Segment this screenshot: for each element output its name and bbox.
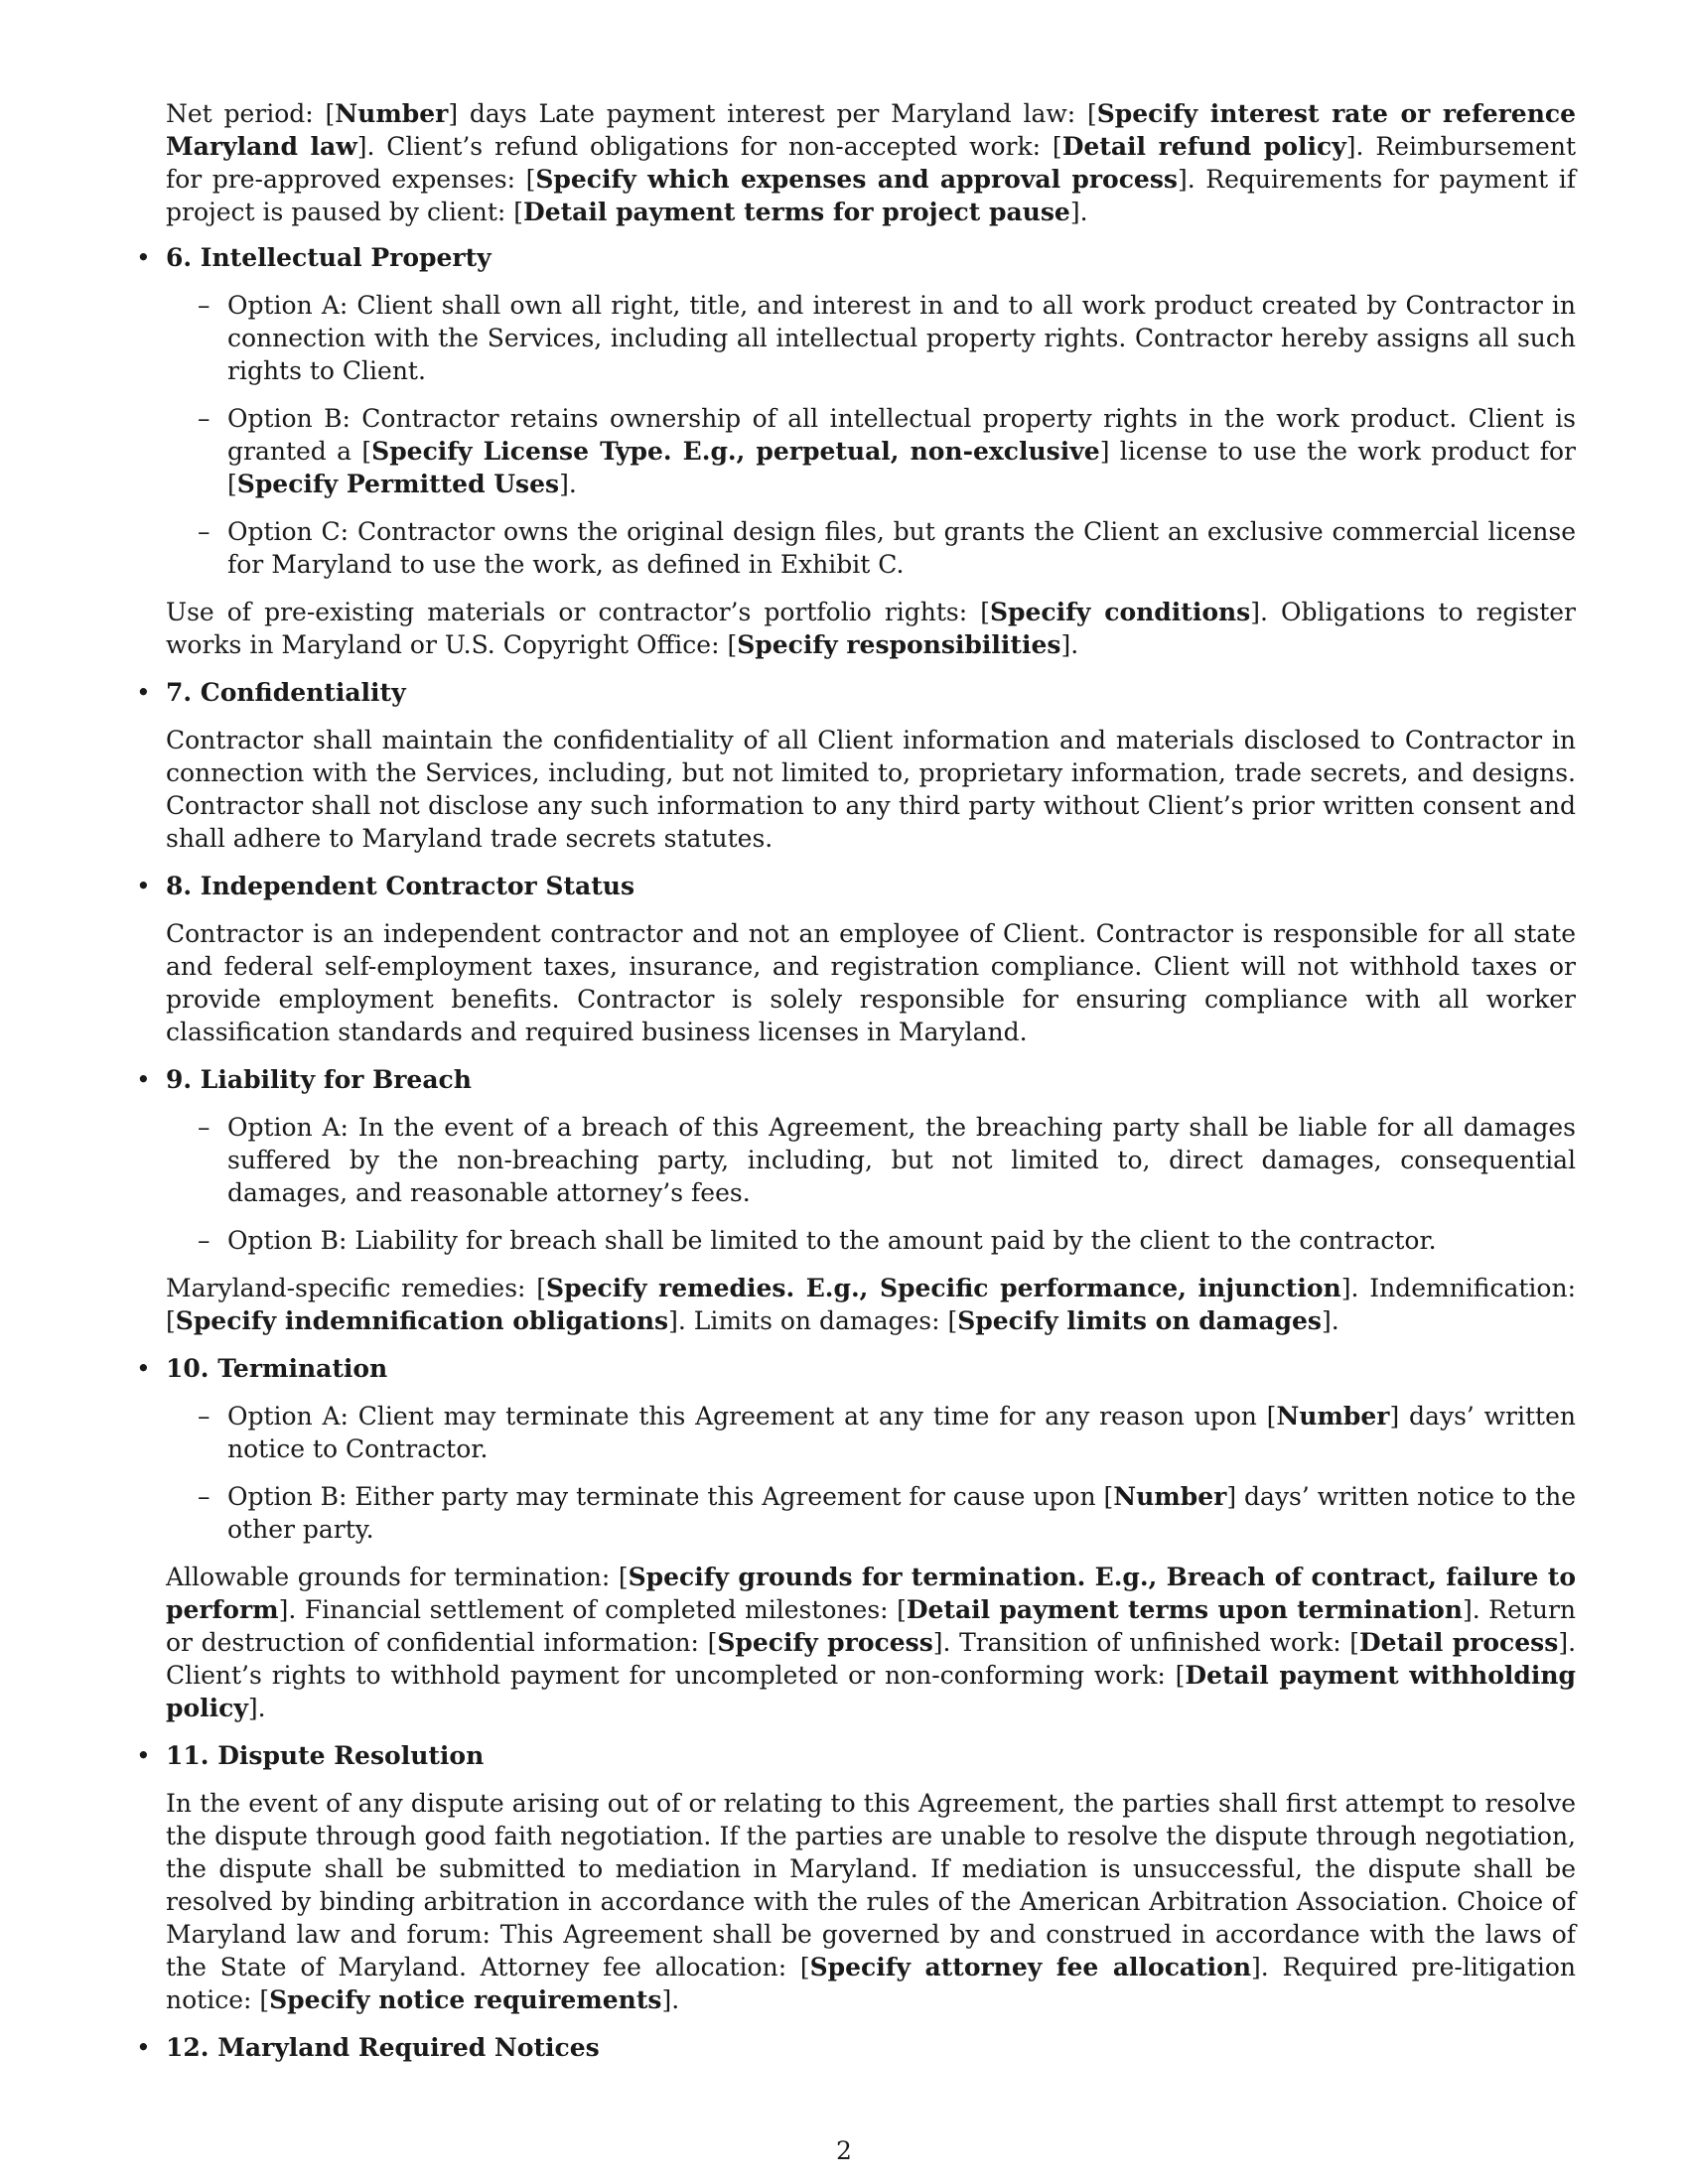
section-heading: • 10. Termination <box>136 1354 388 1383</box>
section-paragraph: Allowable grounds for termination: [Specify grounds for termination. E.g., Breach of contract, failure to perform]. Financial settlement of completed milestones: [Detail payment terms upon termination]. Return or destruction of confidential information: [Specify process]. Transition of unfinished work: [Detail process]. Client’s rights to withhold payment for uncompleted or non-conforming work: [Detail payment withholding policy]. <box>166 1563 1577 1722</box>
section-paragraph: Contractor is an independent contractor and not an employee of Client. Contractor is responsible for all state and federal self-employment taxes, insurance, and registration compliance. Client will not withhold taxes or provide employment benefits. Contractor is solely responsible for ensuring compliance with all worker classification standards and required business licenses in Maryland. <box>166 919 1576 1046</box>
bullet-marker: • <box>136 1741 151 1770</box>
option-a: – Option A: Client may terminate this Agreement at any time for any reason upon [Number] days’ written notice to Contractor. <box>198 1402 1576 1463</box>
section-heading: • 8. Independent Contractor Status <box>136 872 635 900</box>
dash-marker: – <box>198 404 211 433</box>
bullet-marker: • <box>136 2033 151 2062</box>
document-page <box>136 97 1577 2079</box>
section-confidentiality <box>136 676 1576 855</box>
bullet-marker: • <box>136 1354 151 1383</box>
option-list <box>198 1400 1576 1546</box>
option-b: – Option B: Liability for breach shall be limited to the amount paid by the client to the contractor. <box>198 1226 1437 1255</box>
option-list <box>198 1111 1576 1257</box>
section-paragraph: In the event of any dispute arising out of or relating to this Agreement, the parties shall first attempt to resolve the dispute through good faith negotiation. If the parties are unable to resolve the dispute through negotiation, the dispute shall be submitted to mediation in Maryland. If mediation is unsuccessful, the dispute shall be resolved by binding arbitration in accordance with the rules of the American Arbitration Association. Choice of Maryland law and forum: This Agreement shall be governed by and construed in accordance with the laws of the State of Maryland. Attorney fee allocation: [Specify attorney fee allocation]. Required pre-litigation notice: [Specify notice requirements]. <box>166 1789 1576 2014</box>
dash-marker: – <box>198 1113 211 1142</box>
section-heading: • 6. Intellectual Property <box>136 243 492 272</box>
section-heading: • 11. Dispute Resolution <box>136 1741 485 1770</box>
dash-marker: – <box>198 291 211 320</box>
bullet-marker: • <box>136 872 151 900</box>
dash-marker: – <box>198 1402 211 1431</box>
dash-marker: – <box>198 1226 211 1255</box>
dash-marker: – <box>198 517 211 546</box>
option-a: – Option A: Client shall own all right, title, and interest in and to all work product created by Contractor in connection with the Services, including all intellectual property rights. Contractor hereby assigns all such rights to Client. <box>198 291 1576 385</box>
section-dispute-resolution <box>136 1739 1576 2016</box>
section-liability <box>136 1063 1576 1337</box>
page-number: 2 <box>836 2136 852 2165</box>
bullet-marker: • <box>136 243 151 272</box>
section-paragraph: Maryland-specific remedies: [Specify remedies. E.g., Specific performance, injunction]. Indemnification: [Specify indemnification obligations]. Limits on damages: [Specify limits on damages]. <box>166 1274 1576 1335</box>
section-termination <box>136 1352 1577 1724</box>
option-a: – Option A: In the event of a breach of this Agreement, the breaching party shall be liable for all damages suffered by the non-breaching party, including, but not limited to, direct damages, consequential damages, and reasonable attorney’s fees. <box>198 1113 1576 1207</box>
section-heading: • 12. Maryland Required Notices <box>136 2033 600 2062</box>
section-intellectual-property <box>136 241 1577 661</box>
bullet-marker: • <box>136 1065 151 1094</box>
section-heading: • 7. Confidentiality <box>136 678 406 707</box>
dash-marker: – <box>198 1482 211 1511</box>
bullet-marker: • <box>136 678 151 707</box>
section-independent-contractor <box>136 870 1576 1048</box>
section-maryland-notices <box>136 2031 1576 2064</box>
section-heading: • 9. Liability for Breach <box>136 1065 472 1094</box>
payment-terms-continued: Net period: [Number] days Late payment interest per Maryland law: [Specify interest rate or reference Maryland law]. Client’s refund obligations for non-accepted work: [Detail refund policy]. Reimbursement for pre-approved expenses: [Specify which expenses and approval process]. Requirements for payment if project is paused by client: [Detail payment terms for project pause]. <box>166 99 1577 226</box>
option-list <box>198 289 1577 581</box>
option-c: – Option C: Contractor owns the original design files, but grants the Client an exclusive commercial license for Maryland to use the work, as defined in Exhibit C. <box>198 517 1576 579</box>
section-paragraph: Use of pre-existing materials or contractor’s portfolio rights: [Specify conditions]. Obligations to register works in Maryland or U.S. Copyright Office: [Specify responsibilities]. <box>166 598 1577 659</box>
option-b: – Option B: Either party may terminate this Agreement for cause upon [Number] days’ written notice to the other party. <box>198 1482 1576 1544</box>
option-b: – Option B: Contractor retains ownership of all intellectual property rights in the work product. Client is granted a [Specify License Type. E.g., perpetual, non-exclusive] license to use the work product for [Specify Permitted Uses]. <box>198 404 1577 498</box>
section-paragraph: Contractor shall maintain the confidentiality of all Client information and materials disclosed to Contractor in connection with the Services, including, but not limited to, proprietary information, trade secrets, and designs. Contractor shall not disclose any such information to any third party without Client’s prior written consent and shall adhere to Maryland trade secrets statutes. <box>166 726 1576 853</box>
